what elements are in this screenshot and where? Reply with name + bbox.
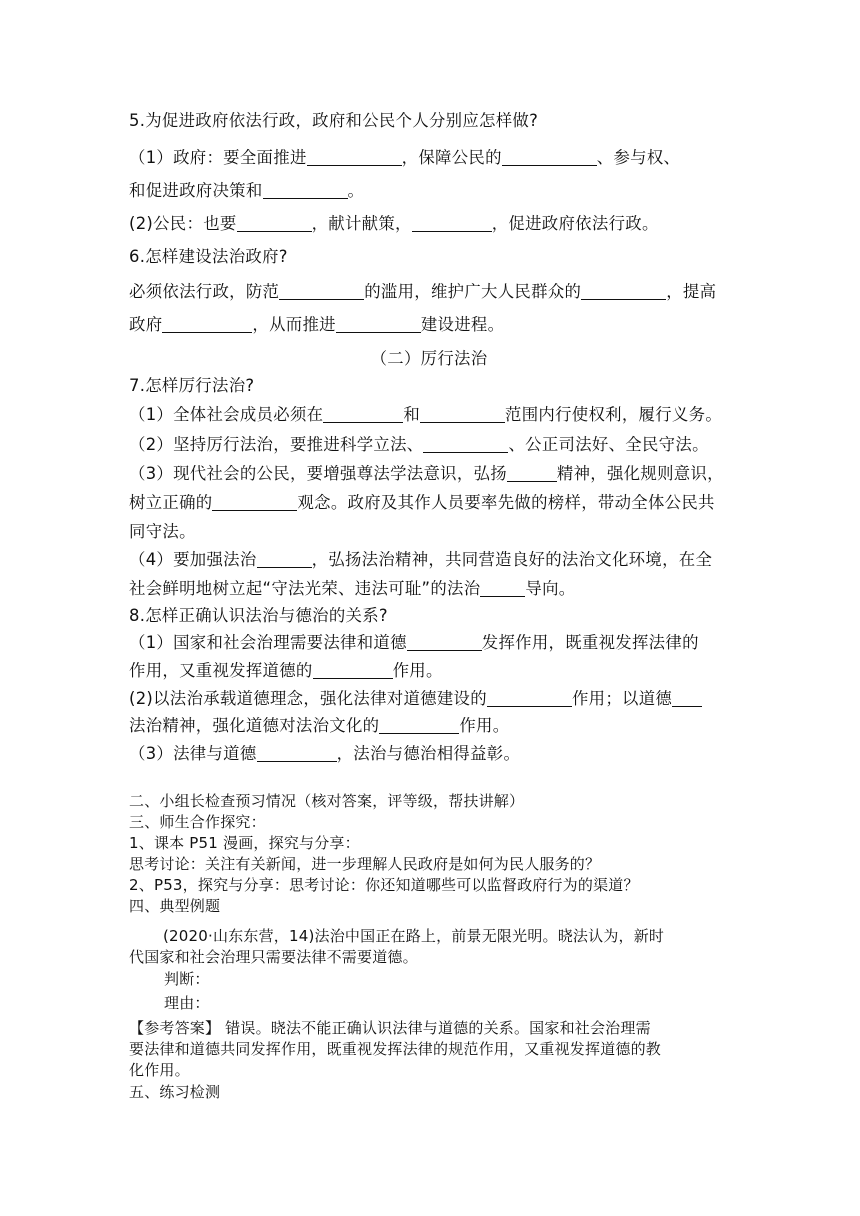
- question-6-title: 6.怎样建设法治政府?: [129, 247, 288, 266]
- part-3-item-1-discussion: 思考讨论：关注有关新闻，进一步理解人民政府是如何为民人服务的？: [129, 855, 601, 873]
- answer-blank[interactable]: [307, 148, 402, 166]
- part-4-heading: 四、典型例题: [129, 897, 221, 915]
- answer-blank[interactable]: [313, 661, 393, 679]
- question-5-line-1: （1）政府：要全面推进 ，保障公民的 、参与权、: [129, 148, 681, 167]
- part-5-heading: 五、练习检测: [129, 1083, 221, 1101]
- answer-blank[interactable]: [480, 579, 525, 597]
- answer-blank[interactable]: [257, 744, 337, 762]
- question-7-line-3: （3）现代社会的公民，要增强尊法学法意识，弘扬 精神，强化规则意识，: [129, 464, 724, 483]
- example-reason-label: 理由：: [164, 994, 210, 1012]
- answer-line-3: 化作用。: [129, 1061, 190, 1079]
- question-7-line-5: 同守法。: [129, 522, 196, 541]
- section-heading: （二）厉行法治: [370, 349, 488, 368]
- answer-blank[interactable]: [379, 716, 459, 734]
- question-7-line-7: 社会鲜明地树立起“守法光荣、违法可耻”的法治 导向。: [129, 579, 576, 598]
- question-5-line-2: 和促进政府决策和 。: [129, 181, 365, 200]
- question-8-line-1: （1）国家和社会治理需要法律和道德 发挥作用，既重视发挥法律的: [129, 633, 699, 652]
- question-7-line-2: （2）坚持厉行法治，要推进科学立法、 、公正司法好、全民守法。: [129, 435, 709, 454]
- answer-blank[interactable]: [323, 405, 403, 423]
- answer-blank[interactable]: [212, 493, 297, 511]
- question-7-line-1: （1）全体社会成员必须在 和 范围内行使权利，履行义务。: [129, 405, 723, 424]
- part-3-item-2: 2、P53，探究与分享：思考讨论：你还知道哪些可以监督政府行为的渠道？: [129, 876, 639, 894]
- question-6-line-2: 政府 ，从而推进 建设进程。: [129, 315, 505, 334]
- example-judge-label: 判断：: [164, 970, 210, 988]
- answer-blank[interactable]: [581, 282, 666, 300]
- answer-line-1: 【参考答案】 错误。晓法不能正确认识法律与道德的关系。国家和社会治理需: [129, 1019, 651, 1037]
- question-8-line-2: 作用，又重视发挥道德的 作用。: [129, 661, 443, 680]
- question-5-line-3: (2)公民：也要 ，献计献策， ，促进政府依法行政。: [129, 214, 659, 233]
- question-6-line-1: 必须依法行政，防范 的滥用，维护广大人民群众的 ，提高: [129, 282, 717, 301]
- part-3-heading: 三、师生合作探究：: [129, 813, 266, 831]
- answer-blank[interactable]: [487, 689, 572, 707]
- question-8-line-5: （3）法律与道德 ，法治与德治相得益彰。: [129, 744, 521, 763]
- part-3-item-1: 1、课本 P51 漫画，探究与分享：: [129, 834, 360, 852]
- answer-blank[interactable]: [263, 181, 348, 199]
- question-7-line-4: 树立正确的 观念。政府及其作人员要率先做的榜样，带动全体公民共: [129, 493, 715, 512]
- part-2-heading: 二、小组长检查预习情况（核对答案，评等级，帮扶讲解）: [129, 792, 525, 810]
- answer-line-2: 要法律和道德共同发挥作用，既重视发挥法律的规范作用，又重视发挥道德的教: [129, 1040, 662, 1058]
- answer-blank[interactable]: [237, 214, 312, 232]
- answer-blank[interactable]: [507, 464, 557, 482]
- answer-blank[interactable]: [257, 550, 312, 568]
- answer-blank[interactable]: [502, 148, 597, 166]
- question-5-title: 5.为促进政府依法行政，政府和公民个人分别应怎样做?: [129, 111, 539, 130]
- answer-blank[interactable]: [279, 282, 364, 300]
- question-8-title: 8.怎样正确认识法治与德治的关系?: [129, 606, 388, 625]
- example-question-line-2: 代国家和社会治理只需要法律不需要道德。: [129, 948, 418, 966]
- answer-blank[interactable]: [423, 435, 508, 453]
- answer-blank[interactable]: [162, 315, 252, 333]
- example-question-line-1: (2020·山东东营，14)法治中国正在路上，前景无限光明。晓法认为，新时: [163, 927, 665, 945]
- question-7-title: 7.怎样厉行法治?: [129, 376, 255, 395]
- answer-blank[interactable]: [412, 214, 492, 232]
- answer-blank[interactable]: [336, 315, 421, 333]
- answer-blank[interactable]: [407, 633, 482, 651]
- answer-blank[interactable]: [672, 689, 702, 707]
- question-7-line-6: （4）要加强法治 ，弘扬法治精神，共同营造良好的法治文化环境，在全: [129, 550, 713, 569]
- question-8-line-4: 法治精神，强化道德对法治文化的 作用。: [129, 716, 510, 735]
- question-8-line-3: (2)以法治承载道德理念，强化法律对道德建设的 作用；以道德: [129, 688, 729, 710]
- answer-blank[interactable]: [420, 405, 505, 423]
